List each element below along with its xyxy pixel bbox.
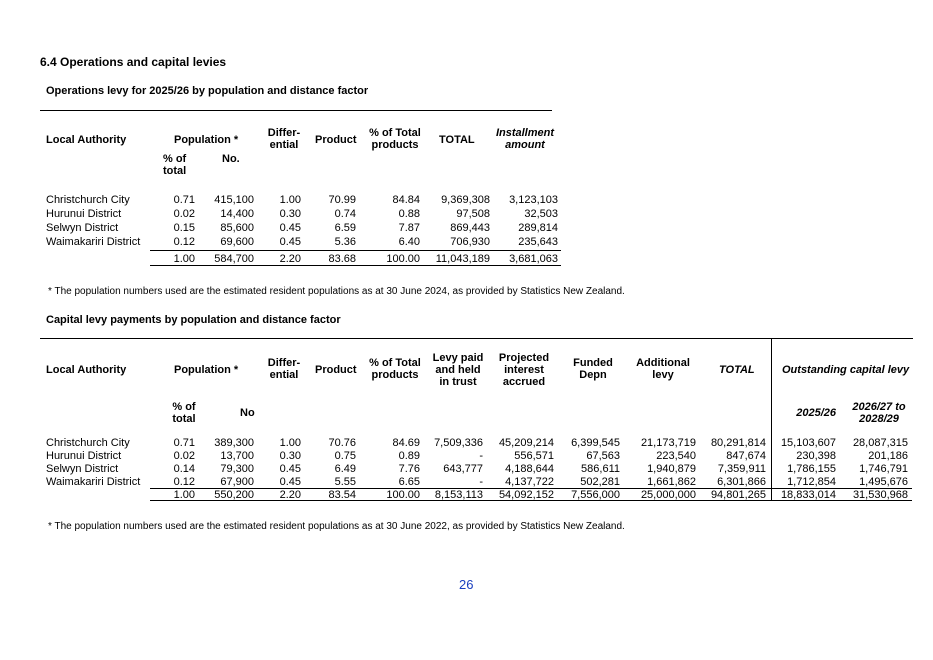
row-authority: Hurunui District — [46, 208, 122, 220]
cap-header-additional: Additional levy — [636, 357, 690, 381]
row-pct: 0.15 — [173, 222, 195, 234]
total-installment: 3,681,063 — [509, 253, 558, 265]
ops-header-authority: Local Authority — [46, 134, 127, 146]
total-projected: 54,092,152 — [498, 489, 554, 501]
row-pct-products: 84.69 — [392, 437, 420, 449]
row-total: 80,291,814 — [710, 437, 766, 449]
row-pct-products: 84.84 — [392, 194, 420, 206]
total-pct: 1.00 — [173, 253, 195, 265]
row-product: 70.76 — [328, 437, 356, 449]
ops-table-title: Operations levy for 2025/26 by population and distance factor — [46, 85, 369, 97]
row-installment: 32,503 — [524, 208, 558, 220]
row-product: 5.55 — [334, 476, 356, 488]
cap-header-total: TOTAL — [719, 364, 755, 376]
row-authority: Hurunui District — [46, 450, 122, 462]
row-pct: 0.12 — [173, 476, 195, 488]
row-total: 706,930 — [450, 236, 490, 248]
total-no: 584,700 — [214, 253, 254, 265]
row-y1: 230,398 — [796, 450, 836, 462]
row-pct-products: 7.76 — [398, 463, 420, 475]
row-authority: Waimakariri District — [46, 476, 141, 488]
table-row — [0, 222, 933, 235]
cap-header-outstanding: Outstanding capital levy — [782, 364, 910, 376]
row-funded: 67,563 — [586, 450, 620, 462]
row-diff: 0.30 — [279, 208, 301, 220]
cap-header-y2: 2026/27 to 2028/29 — [852, 401, 906, 425]
ops-header-population: Population * — [174, 134, 239, 146]
row-projected: 4,137,722 — [505, 476, 554, 488]
row-diff: 0.30 — [279, 450, 301, 462]
cap-header-population: Population * — [174, 364, 239, 376]
row-levy-paid: - — [479, 450, 483, 462]
row-total: 97,508 — [456, 208, 490, 220]
row-projected: 45,209,214 — [498, 437, 554, 449]
total-total: 11,043,189 — [435, 253, 490, 265]
row-pct: 0.71 — [173, 437, 195, 449]
row-diff: 0.45 — [279, 476, 301, 488]
row-diff: 1.00 — [279, 194, 301, 206]
ops-header-total: TOTAL — [439, 134, 475, 146]
row-y2: 28,087,315 — [852, 437, 908, 449]
row-total: 6,301,866 — [717, 476, 766, 488]
row-pct-products: 6.40 — [398, 236, 420, 248]
row-total: 847,674 — [726, 450, 766, 462]
ops-footnote: * The population numbers used are the estimated resident populations as at 30 June 2024, as provided by Statistics New Zealand. — [48, 286, 625, 297]
row-no: 389,300 — [214, 437, 254, 449]
total-diff: 2.20 — [279, 489, 301, 501]
cap-header-projected: Projected interest accrued — [498, 352, 550, 388]
ops-header-no: No. — [222, 153, 240, 165]
cap-header-levy-paid: Levy paid and held in trust — [432, 352, 484, 388]
row-projected: 556,571 — [514, 450, 554, 462]
page-number: 26 — [459, 577, 474, 592]
row-no: 67,900 — [220, 476, 254, 488]
total-levy-paid: 8,153,113 — [434, 489, 483, 501]
row-no: 79,300 — [220, 463, 254, 475]
cap-header-no: No — [240, 407, 255, 419]
cap-header-pct-total: % of total — [172, 401, 196, 425]
total-y1: 18,833,014 — [780, 489, 836, 501]
row-no: 14,400 — [220, 208, 254, 220]
row-levy-paid: 643,777 — [443, 463, 483, 475]
cap-totals-rule-bottom — [150, 500, 912, 501]
table-row — [0, 437, 933, 450]
total-diff: 2.20 — [279, 253, 301, 265]
row-no: 415,100 — [214, 194, 254, 206]
section-title: 6.4 Operations and capital levies — [40, 55, 227, 69]
table-row — [0, 236, 933, 249]
row-levy-paid: - — [479, 476, 483, 488]
row-diff: 0.45 — [279, 463, 301, 475]
row-product: 0.75 — [334, 450, 356, 462]
table-row — [0, 450, 933, 463]
cap-header-authority: Local Authority — [46, 364, 127, 376]
row-pct-products: 0.89 — [398, 450, 420, 462]
row-y1: 1,786,155 — [787, 463, 836, 475]
row-pct: 0.02 — [173, 208, 195, 220]
row-funded: 6,399,545 — [571, 437, 620, 449]
total-additional: 25,000,000 — [640, 489, 696, 501]
row-total: 7,359,911 — [717, 463, 766, 475]
row-installment: 235,643 — [518, 236, 558, 248]
cap-header-funded: Funded Depn — [573, 357, 613, 381]
row-diff: 0.45 — [279, 236, 301, 248]
row-authority: Selwyn District — [46, 463, 119, 475]
row-y2: 201,186 — [868, 450, 908, 462]
row-projected: 4,188,644 — [505, 463, 554, 475]
ops-header-product: Product — [315, 134, 357, 146]
ops-header-differential: Differ- ential — [267, 127, 301, 151]
row-diff: 0.45 — [279, 222, 301, 234]
row-y2: 1,746,791 — [859, 463, 908, 475]
ops-totals-rule-top — [150, 250, 561, 251]
ops-header-installment: Installment amount — [495, 127, 555, 151]
table-row — [0, 463, 933, 476]
row-no: 69,600 — [220, 236, 254, 248]
row-product: 6.49 — [334, 463, 356, 475]
total-pct: 1.00 — [173, 489, 195, 501]
row-installment: 289,814 — [518, 222, 558, 234]
row-levy-paid: 7,509,336 — [434, 437, 483, 449]
row-funded: 502,281 — [580, 476, 620, 488]
row-authority: Selwyn District — [46, 222, 119, 234]
cap-header-product: Product — [315, 364, 357, 376]
cap-top-rule — [40, 338, 913, 339]
row-authority: Christchurch City — [46, 437, 130, 449]
row-pct: 0.71 — [173, 194, 195, 206]
total-pct-products: 100.00 — [386, 253, 420, 265]
total-no: 550,200 — [214, 489, 254, 501]
row-total: 9,369,308 — [441, 194, 490, 206]
row-pct-products: 7.87 — [398, 222, 420, 234]
total-product: 83.54 — [328, 489, 356, 501]
row-no: 85,600 — [220, 222, 254, 234]
table-row — [0, 194, 933, 207]
row-product: 5.36 — [334, 236, 356, 248]
ops-header-pct-products: % of Total products — [369, 127, 421, 151]
row-pct-products: 6.65 — [398, 476, 420, 488]
row-product: 70.99 — [328, 194, 356, 206]
row-additional: 1,940,879 — [647, 463, 696, 475]
row-authority: Christchurch City — [46, 194, 130, 206]
row-product: 0.74 — [334, 208, 356, 220]
ops-header-pct-total: % of total — [163, 153, 187, 177]
row-y1: 1,712,854 — [787, 476, 836, 488]
cap-header-pct-products: % of Total products — [369, 357, 421, 381]
cap-header-differential: Differ- ential — [267, 357, 301, 381]
row-authority: Waimakariri District — [46, 236, 141, 248]
total-product: 83.68 — [328, 253, 356, 265]
row-additional: 1,661,862 — [647, 476, 696, 488]
ops-totals-rule-bottom — [150, 265, 561, 266]
row-diff: 1.00 — [279, 437, 301, 449]
row-no: 13,700 — [220, 450, 254, 462]
row-additional: 223,540 — [656, 450, 696, 462]
total-y2: 31,530,968 — [852, 489, 908, 501]
row-pct: 0.02 — [173, 450, 195, 462]
row-product: 6.59 — [334, 222, 356, 234]
table-row — [0, 208, 933, 221]
total-pct-products: 100.00 — [386, 489, 420, 501]
total-funded: 7,556,000 — [571, 489, 620, 501]
row-additional: 21,173,719 — [640, 437, 696, 449]
row-installment: 3,123,103 — [509, 194, 558, 206]
row-funded: 586,611 — [581, 463, 620, 475]
cap-footnote: * The population numbers used are the estimated resident populations as at 30 June 2022, as provided by Statistics New Zealand. — [48, 521, 625, 532]
ops-top-rule — [40, 110, 552, 111]
row-total: 869,443 — [450, 222, 490, 234]
row-y1: 15,103,607 — [780, 437, 836, 449]
row-pct-products: 0.88 — [398, 208, 420, 220]
row-pct: 0.12 — [173, 236, 195, 248]
row-pct: 0.14 — [173, 463, 195, 475]
total-total: 94,801,265 — [710, 489, 766, 501]
cap-header-y1: 2025/26 — [796, 407, 836, 419]
row-y2: 1,495,676 — [859, 476, 908, 488]
cap-table-title: Capital levy payments by population and distance factor — [46, 314, 341, 326]
